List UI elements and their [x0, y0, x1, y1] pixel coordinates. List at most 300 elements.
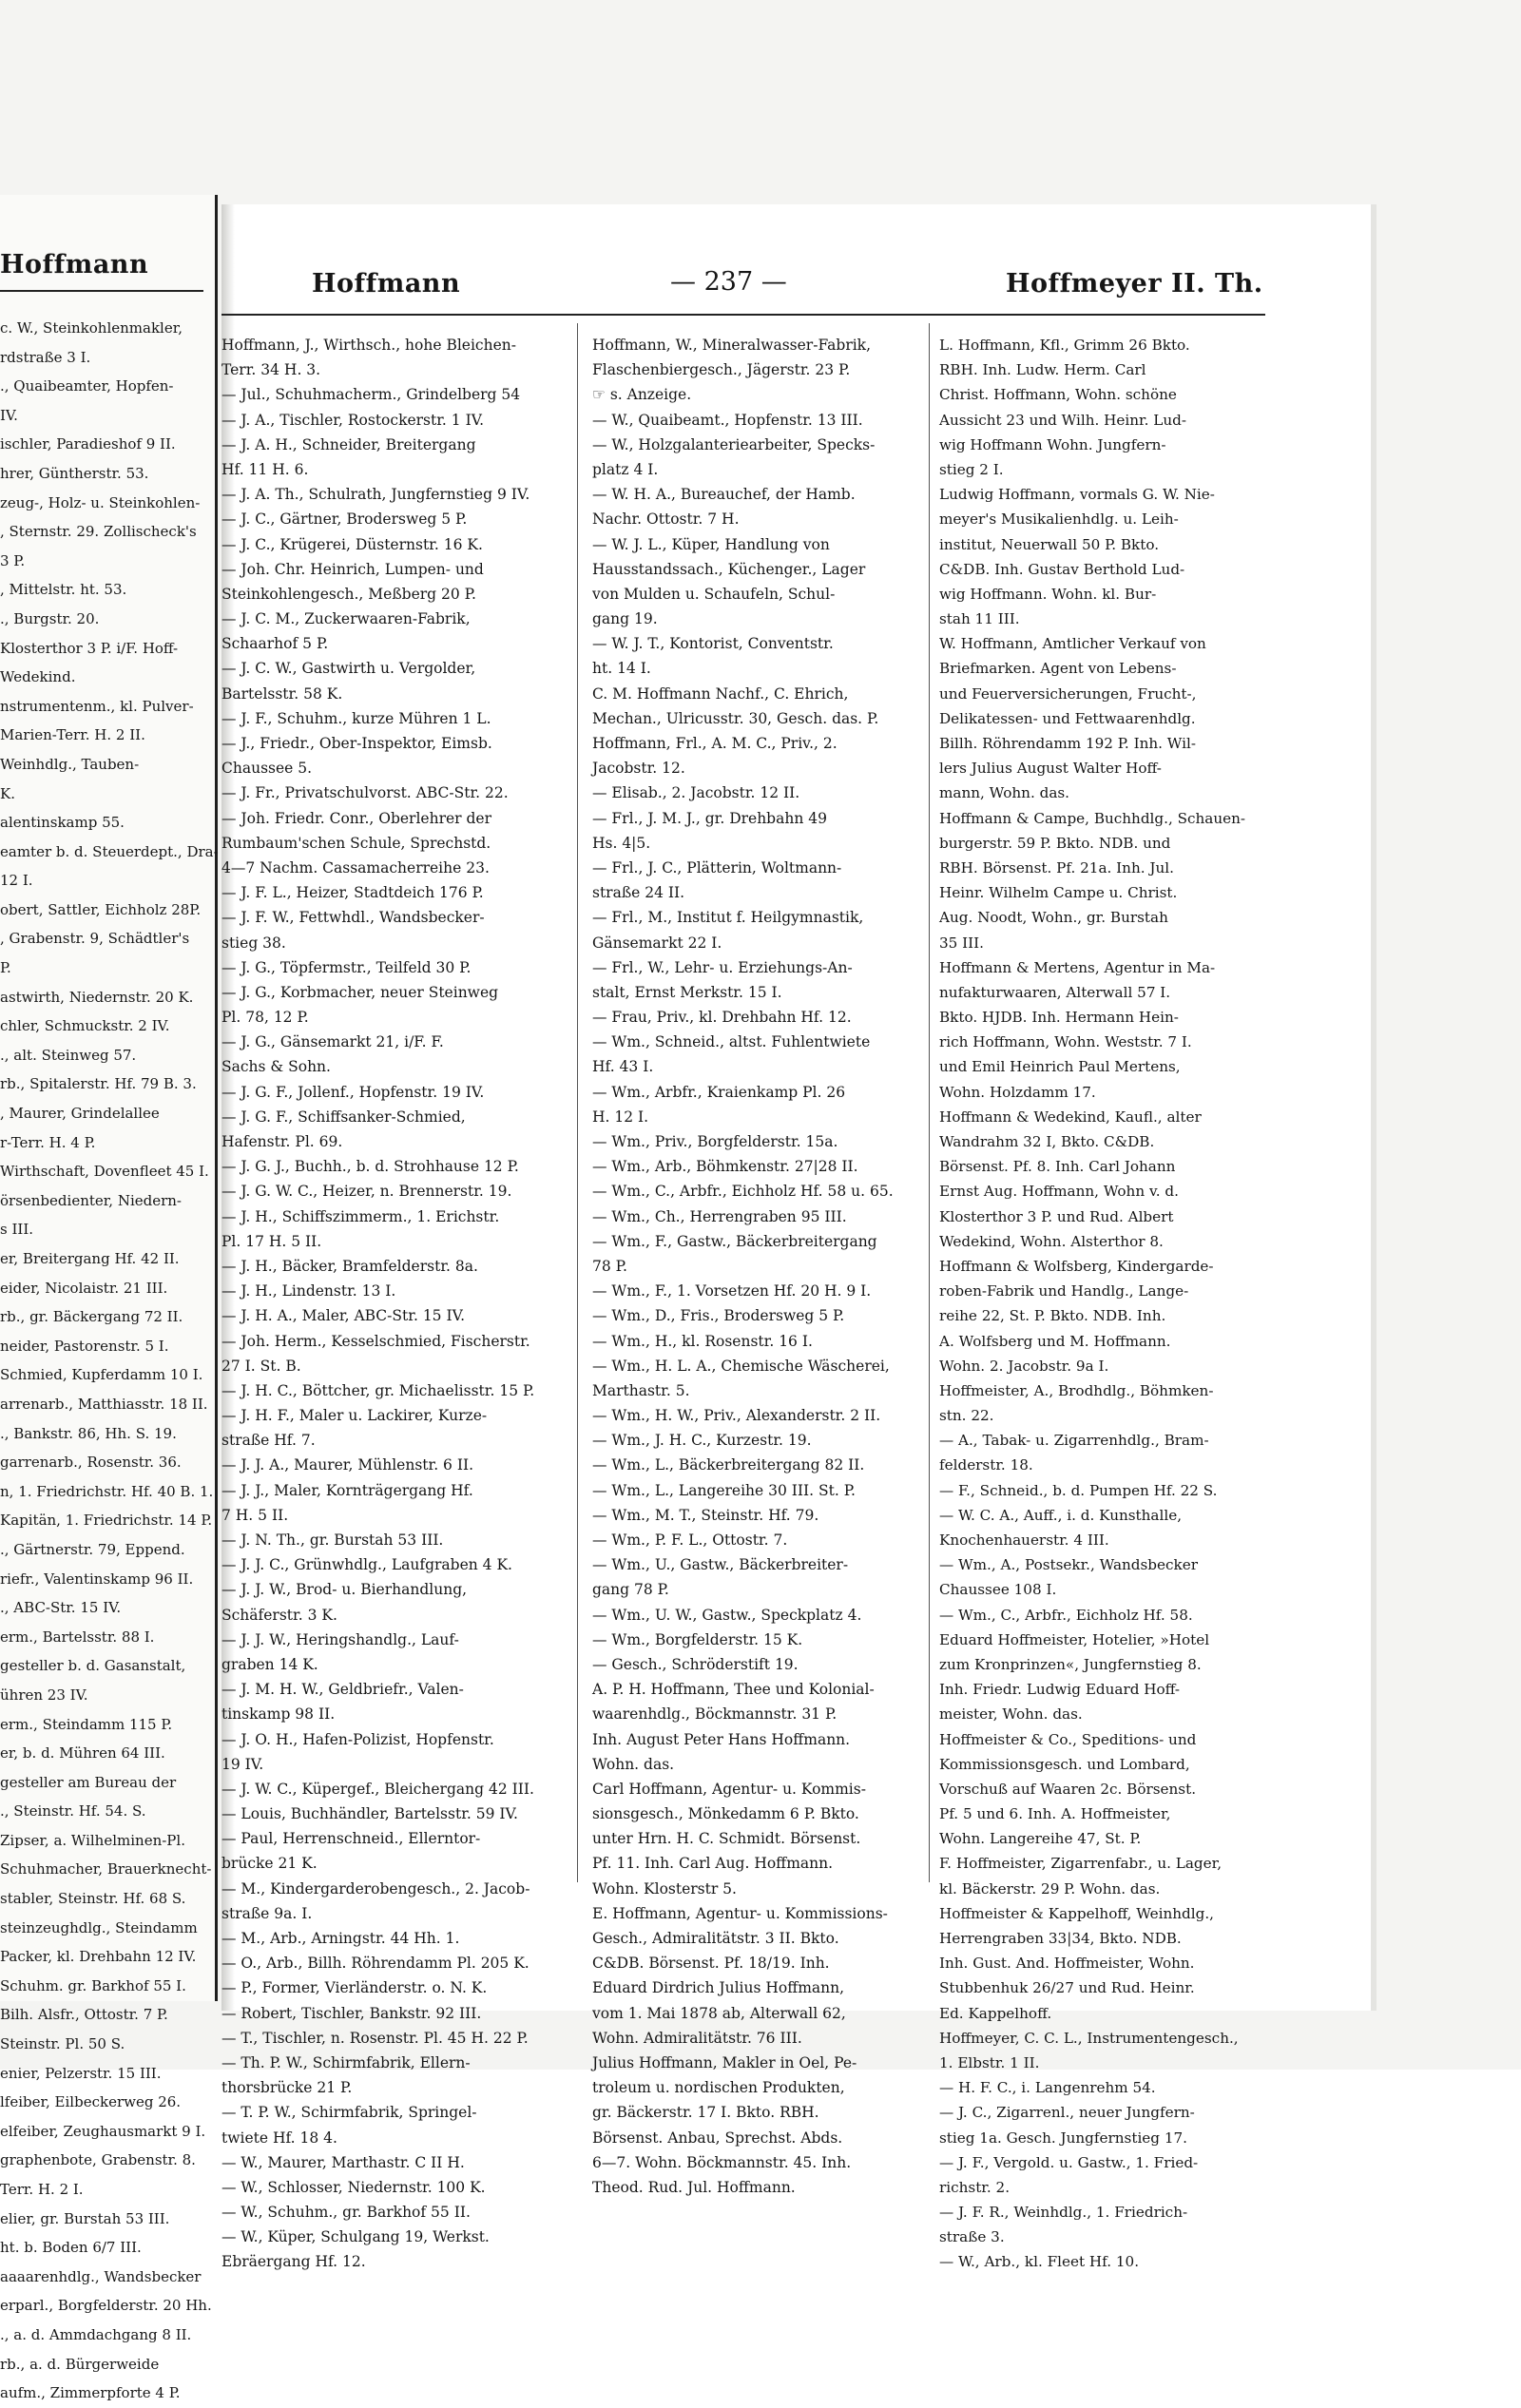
directory-entry-line: A. Wolfsberg und M. Hoffmann. — [939, 1332, 1171, 1350]
directory-entry-line: Bartelsstr. 58 K. — [221, 684, 343, 703]
directory-entry-line: RBH. Börsenst. Pf. 21a. Inh. Jul. — [939, 858, 1174, 877]
directory-entry-line: Hoffmann & Wolfsberg, Kindergarde- — [939, 1257, 1214, 1275]
directory-entry-line: 3 P. — [0, 551, 26, 569]
directory-entry-line: Schuhm. gr. Barkhof 55 I. — [0, 1976, 186, 1994]
directory-entry-line: — Wm., H. W., Priv., Alexanderstr. 2 II. — [592, 1407, 881, 1425]
directory-entry-line: institut, Neuerwall 50 P. Bkto. — [939, 535, 1160, 553]
directory-entry-line: troleum u. nordischen Produkten, — [592, 2079, 845, 2097]
directory-entry-line: Marthastr. 5. — [592, 1381, 690, 1399]
directory-entry-line: — W., Quaibeamt., Hopfenstr. 13 III. — [592, 411, 863, 429]
directory-entry-line: Börsenst. Anbau, Sprechst. Abds. — [592, 2129, 843, 2147]
directory-entry-line: Knochenhauerstr. 4 III. — [939, 1531, 1109, 1549]
directory-entry-line: ., Quaibeamter, Hopfen- — [0, 377, 174, 395]
directory-entry-line: , Sternstr. 29. Zollischeck's — [0, 523, 197, 541]
directory-entry-line: Hf. 11 H. 6. — [221, 460, 309, 478]
directory-entry-line: — Frl., M., Institut f. Heilgymnastik, — [592, 909, 864, 927]
directory-entry-line: 78 P. — [592, 1257, 627, 1275]
column-divider — [577, 323, 578, 1882]
directory-entry-line: straße 24 II. — [592, 884, 685, 902]
directory-entry-line: Billh. Röhrendamm 192 P. Inh. Wil- — [939, 735, 1196, 752]
directory-entry-line: Hafenstr. Pl. 69. — [221, 1133, 343, 1150]
directory-entry-line: — J. J. W., Heringshandlg., Lauf- — [221, 1630, 459, 1648]
directory-entry-line: — J. Fr., Privatschulvorst. ABC-Str. 22. — [221, 784, 509, 802]
directory-entry-line: Hoffmeister & Kappelhoff, Weinhdlg., — [939, 1904, 1214, 1922]
directory-entry-line: E. Hoffmann, Agentur- u. Kommissions- — [592, 1904, 888, 1922]
directory-entry-line: Aussicht 23 und Wilh. Heinr. Lud- — [939, 411, 1187, 429]
directory-entry-line: burgerstr. 59 P. Bkto. NDB. und — [939, 834, 1171, 852]
directory-entry-line: 27 I. St. B. — [221, 1357, 301, 1375]
directory-entry-line: Schuhmacher, Brauerknecht- — [0, 1860, 212, 1878]
directory-entry-line: Inh. Friedr. Ludwig Eduard Hoff- — [939, 1681, 1181, 1699]
directory-entry-line: unter Hrn. H. C. Schmidt. Börsenst. — [592, 1830, 861, 1848]
directory-entry-line: — J. C. W., Gastwirth u. Vergolder, — [221, 660, 476, 678]
directory-entry-line: Pl. 78, 12 P. — [221, 1009, 309, 1027]
directory-entry-line: örsenbedienter, Niedern- — [0, 1191, 182, 1209]
directory-entry-line: — A., Tabak- u. Zigarrenhdlg., Bram- — [939, 1432, 1209, 1450]
directory-entry-line: Wohn. Klosterstr 5. — [592, 1879, 737, 1898]
directory-entry-line: — W., Küper, Schulgang 19, Werkst. — [221, 2228, 490, 2246]
directory-entry-line: Wohn. Admiralitätstr. 76 III. — [592, 2029, 802, 2047]
directory-entry-line: — Joh. Chr. Heinrich, Lumpen- und — [221, 560, 484, 578]
directory-entry-line: — J. C., Zigarrenl., neuer Jungfern- — [939, 2104, 1195, 2122]
directory-entry-line: — J. J. W., Brod- u. Bierhandlung, — [221, 1581, 468, 1599]
directory-entry-line: Gesch., Admiralitätstr. 3 II. Bkto. — [592, 1930, 839, 1947]
directory-entry-line: Kommissionsgesch. und Lombard, — [939, 1755, 1190, 1773]
directory-page — [221, 204, 1377, 2271]
directory-entry-line: straße Hf. 7. — [221, 1432, 316, 1450]
directory-entry-line: Wohn. Langereihe 47, St. P. — [939, 1830, 1142, 1848]
directory-entry-line: Pf. 11. Inh. Carl Aug. Hoffmann. — [592, 1855, 834, 1873]
directory-entry-line: — Th. P. W., Schirmfabrik, Ellern- — [221, 2053, 471, 2071]
directory-entry-line: Wedekind. — [0, 668, 76, 686]
directory-entry-line: — J. W. C., Küpergef., Bleichergang 42 III. — [221, 1780, 534, 1798]
directory-entry-line: Pl. 17 H. 5 II. — [221, 1232, 322, 1250]
directory-entry-line: IV. — [0, 406, 18, 424]
directory-entry-line: — J. A. Th., Schulrath, Jungfernstieg 9 IV. — [221, 486, 530, 504]
directory-entry-line: Klosterthor 3 P. i/F. Hoff- — [0, 639, 179, 657]
directory-entry-line: Herrengraben 33|34, Bkto. NDB. — [939, 1930, 1182, 1947]
directory-entry-line: gr. Bäckerstr. 17 I. Bkto. RBH. — [592, 2104, 819, 2122]
directory-entry-line: ., Bankstr. 86, Hh. S. 19. — [0, 1424, 177, 1442]
running-header-left: Hoffmann — [312, 269, 461, 299]
directory-entry-line: — Wm., A., Postsekr., Wandsbecker — [939, 1556, 1198, 1574]
directory-entry-line: rich Hoffmann, Wohn. Weststr. 7 I. — [939, 1033, 1192, 1051]
directory-entry-line: Steinkohlengesch., Meßberg 20 P. — [221, 585, 476, 603]
directory-entry-line: gesteller b. d. Gasanstalt, — [0, 1657, 186, 1675]
directory-entry-line: eider, Nicolaistr. 21 III. — [0, 1279, 168, 1297]
directory-entry-line: — Frl., J. C., Plätterin, Woltmann- — [592, 858, 842, 877]
directory-entry-line: lers Julius August Walter Hoff- — [939, 760, 1162, 778]
directory-entry-line: — Robert, Tischler, Bankstr. 92 III. — [221, 2004, 482, 2022]
directory-entry-line: Marien-Terr. H. 2 II. — [0, 726, 145, 744]
directory-entry-line: Hs. 4|5. — [592, 834, 651, 852]
directory-entry-line: c. W., Steinkohlenmakler, — [0, 319, 183, 337]
directory-entry-line: — Joh. Friedr. Conr., Oberlehrer der — [221, 809, 491, 827]
directory-entry-line: 4—7 Nachm. Cassamacherreihe 23. — [221, 858, 490, 877]
directory-entry-line: graben 14 K. — [221, 1655, 318, 1673]
directory-entry-line: , Maurer, Grindelallee — [0, 1105, 160, 1123]
directory-entry-line: Schmied, Kupferdamm 10 I. — [0, 1366, 203, 1384]
directory-entry-line: — J. J. C., Grünwhdlg., Laufgraben 4 K. — [221, 1556, 512, 1574]
directory-entry-line: RBH. Inh. Ludw. Herm. Carl — [939, 361, 1146, 379]
running-header-right: Hoffmeyer II. Th. — [1006, 269, 1263, 299]
directory-entry-line: — J. C. M., Zuckerwaaren-Fabrik, — [221, 610, 471, 628]
directory-entry-line: graphenbote, Grabenstr. 8. — [0, 2151, 196, 2169]
directory-entry-line: — J. G., Gänsemarkt 21, i/F. F. — [221, 1033, 444, 1051]
directory-entry-line: hrer, Güntherstr. 53. — [0, 464, 149, 482]
directory-entry-line: Stubbenhuk 26/27 und Rud. Heinr. — [939, 1979, 1195, 1997]
page-edge — [1371, 204, 1377, 2011]
directory-entry-line: — W. J. L., Küper, Handlung von — [592, 535, 830, 553]
directory-entry-line: C&DB. Börsenst. Pf. 18/19. Inh. — [592, 1955, 830, 1973]
directory-entry-line: — T. P. W., Schirmfabrik, Springel- — [221, 2104, 477, 2122]
directory-entry-line: Schaarhof 5 P. — [221, 635, 329, 653]
directory-entry-line: — W., Schuhm., gr. Barkhof 55 II. — [221, 2204, 471, 2222]
directory-entry-line: stieg 38. — [221, 934, 286, 952]
column-divider — [929, 323, 930, 1882]
directory-entry-line: — W., Schlosser, Niedernstr. 100 K. — [221, 2178, 486, 2196]
directory-entry-line: ., Steinstr. Hf. 54. S. — [0, 1802, 146, 1820]
directory-entry-line: — Paul, Herrenschneid., Ellerntor- — [221, 1830, 481, 1848]
directory-entry-line: — W., Arb., kl. Fleet Hf. 10. — [939, 2253, 1140, 2271]
directory-entry-line: — Wm., Arb., Böhmkenstr. 27|28 II. — [592, 1158, 858, 1176]
directory-entry-line: wig Hoffmann. Wohn. kl. Bur- — [939, 585, 1157, 603]
directory-entry-line: , Mittelstr. ht. 53. — [0, 581, 127, 599]
directory-entry-line: rb., a. d. Bürgerweide — [0, 2355, 160, 2373]
directory-entry-line: er, b. d. Mühren 64 III. — [0, 1744, 165, 1763]
directory-entry-line: C. M. Hoffmann Nachf., C. Ehrich, — [592, 684, 849, 703]
previous-page-header: Hoffmann — [0, 250, 149, 279]
directory-entry-line: nufakturwaaren, Alterwall 57 I. — [939, 983, 1171, 1001]
directory-entry-line: — Frl., W., Lehr- u. Erziehungs-An- — [592, 958, 853, 976]
directory-entry-line: vom 1. Mai 1878 ab, Alterwall 62, — [592, 2004, 846, 2022]
directory-entry-line: — O., Arb., Billh. Röhrendamm Pl. 205 K. — [221, 1955, 529, 1973]
directory-entry-line: alentinskamp 55. — [0, 814, 125, 832]
directory-column-3 — [939, 333, 1281, 2275]
directory-entry-line: Wohn. Holzdamm 17. — [939, 1083, 1096, 1101]
directory-entry-line: ht. 14 I. — [592, 660, 651, 678]
directory-entry-line: — J. G. F., Jollenf., Hopfenstr. 19 IV. — [221, 1083, 485, 1101]
directory-entry-line: — J. G., Töpfermstr., Teilfeld 30 P. — [221, 958, 472, 976]
directory-entry-line: Inh. Gust. And. Hoffmeister, Wohn. — [939, 1955, 1195, 1973]
directory-column-1 — [221, 333, 568, 2275]
directory-entry-line: erm., Steindamm 115 P. — [0, 1715, 173, 1733]
directory-entry-line: lfeiber, Eilbeckerweg 26. — [0, 2093, 182, 2111]
directory-entry-line: Flaschenbiergesch., Jägerstr. 23 P. — [592, 361, 851, 379]
directory-entry-line: A. P. H. Hoffmann, Thee und Kolonial- — [592, 1681, 875, 1699]
directory-entry-line: garrenarb., Rosenstr. 36. — [0, 1454, 182, 1472]
directory-entry-line: — W., Maurer, Marthastr. C II H. — [221, 2153, 465, 2171]
directory-entry-line: n, 1. Friedrichstr. Hf. 40 B. 1. — [0, 1482, 214, 1500]
directory-entry-line: von Mulden u. Schaufeln, Schul- — [592, 585, 836, 603]
directory-entry-line: ., Burgstr. 20. — [0, 609, 100, 627]
directory-entry-line: — Wm., L., Langereihe 30 III. St. P. — [592, 1481, 856, 1499]
directory-entry-line: — Elisab., 2. Jacobstr. 12 II. — [592, 784, 800, 802]
directory-entry-line: Julius Hoffmann, Makler in Oel, Pe- — [592, 2053, 857, 2071]
directory-entry-line: gesteller am Bureau der — [0, 1773, 177, 1791]
directory-entry-line: Inh. August Peter Hans Hoffmann. — [592, 1730, 851, 1748]
directory-entry-line: rdstraße 3 I. — [0, 348, 91, 366]
directory-entry-line: ., a. d. Ammdachgang 8 II. — [0, 2325, 192, 2343]
directory-entry-line: — Wm., Ch., Herrengraben 95 III. — [592, 1207, 847, 1225]
directory-entry-line: stieg 1a. Gesch. Jungfernstieg 17. — [939, 2129, 1187, 2147]
directory-entry-line: — Wm., U., Gastw., Bäckerbreiter- — [592, 1556, 849, 1574]
directory-entry-line: Hoffmann, J., Wirthsch., hohe Bleichen- — [221, 337, 516, 354]
directory-entry-line: aaaarenhdlg., Wandsbecker — [0, 2267, 202, 2285]
directory-entry-line: — Wm., H. L. A., Chemische Wäscherei, — [592, 1357, 890, 1375]
directory-entry-line: C&DB. Inh. Gustav Berthold Lud- — [939, 560, 1185, 578]
directory-entry-line: twiete Hf. 18 4. — [221, 2129, 337, 2147]
directory-entry-line: neider, Pastorenstr. 5 I. — [0, 1337, 169, 1355]
directory-entry-line: — J. H., Bäcker, Bramfelderstr. 8a. — [221, 1257, 478, 1275]
directory-entry-line: Wandrahm 32 I, Bkto. C&DB. — [939, 1133, 1155, 1150]
directory-entry-line: W. Hoffmann, Amtlicher Verkauf von — [939, 635, 1206, 653]
directory-entry-line: — W. C. A., Auff., i. d. Kunsthalle, — [939, 1506, 1183, 1524]
directory-entry-line: — Wm., D., Fris., Brodersweg 5 P. — [592, 1307, 845, 1325]
directory-entry-line: — J. O. H., Hafen-Polizist, Hopfenstr. — [221, 1730, 494, 1748]
directory-entry-line: wig Hoffmann Wohn. Jungfern- — [939, 435, 1166, 453]
directory-entry-line: felderstr. 18. — [939, 1456, 1033, 1474]
directory-entry-line: 35 III. — [939, 934, 984, 952]
directory-entry-line: — Wm., Borgfelderstr. 15 K. — [592, 1630, 803, 1648]
directory-entry-line: Wedekind, Wohn. Alsterthor 8. — [939, 1232, 1164, 1250]
directory-entry-line: stah 11 III. — [939, 610, 1020, 628]
directory-entry-line: roben-Fabrik und Handlg., Lange- — [939, 1282, 1189, 1300]
directory-entry-line: erm., Bartelsstr. 88 I. — [0, 1628, 155, 1646]
directory-entry-line: 12 I. — [0, 872, 33, 890]
directory-entry-line: ühren 23 IV. — [0, 1686, 88, 1704]
directory-entry-line: — Joh. Herm., Kesselschmied, Fischerstr. — [221, 1332, 530, 1350]
directory-entry-line: — J. C., Gärtner, Brodersweg 5 P. — [221, 510, 468, 529]
directory-entry-line: Hoffmeister, A., Brodhdlg., Böhmken- — [939, 1381, 1214, 1399]
directory-entry-line: — Wm., C., Arbfr., Eichholz Hf. 58. — [939, 1606, 1193, 1624]
directory-entry-line: rb., gr. Bäckergang 72 II. — [0, 1308, 183, 1326]
directory-entry-line: — Wm., M. T., Steinstr. Hf. 79. — [592, 1506, 819, 1524]
directory-entry-line: — Louis, Buchhändler, Bartelsstr. 59 IV. — [221, 1805, 518, 1823]
directory-entry-line: Wohn. das. — [592, 1755, 675, 1773]
directory-entry-line: — J. F., Vergold. u. Gastw., 1. Fried- — [939, 2153, 1199, 2171]
directory-entry-line: — Wm., F., Gastw., Bäckerbreitergang — [592, 1232, 877, 1250]
directory-entry-line: Christ. Hoffmann, Wohn. schöne — [939, 386, 1177, 404]
directory-entry-line: Eduard Hoffmeister, Hotelier, »Hotel — [939, 1630, 1210, 1648]
directory-entry-line: Hoffmann & Wedekind, Kaufl., alter — [939, 1108, 1202, 1126]
directory-entry-line: stalt, Ernst Merkstr. 15 I. — [592, 983, 782, 1001]
previous-page-fragment — [0, 195, 219, 2402]
directory-entry-line: Wirthschaft, Dovenfleet 45 I. — [0, 1163, 209, 1181]
directory-entry-line: Hoffmann, Frl., A. M. C., Priv., 2. — [592, 735, 838, 752]
directory-entry-line: — W. H. A., Bureauchef, der Hamb. — [592, 486, 856, 504]
directory-entry-line: — Wm., P. F. L., Ottostr. 7. — [592, 1531, 788, 1549]
directory-entry-line: — M., Kindergarderobengesch., 2. Jacob- — [221, 1879, 530, 1898]
directory-entry-line: — P., Former, Vierländerstr. o. N. K. — [221, 1979, 488, 1997]
directory-entry-line: Börsenst. Pf. 8. Inh. Carl Johann — [939, 1158, 1176, 1176]
directory-entry-line: — Wm., L., Bäckerbreitergang 82 II. — [592, 1456, 865, 1474]
page-number: — 237 — — [670, 267, 787, 297]
directory-entry-line: Vorschuß auf Waaren 2c. Börsenst. — [939, 1780, 1197, 1798]
directory-entry-line: Rumbaum'schen Schule, Sprechstd. — [221, 834, 491, 852]
directory-entry-line: steinzeughdlg., Steindamm — [0, 1918, 198, 1936]
directory-entry-line: Chaussee 108 I. — [939, 1581, 1057, 1599]
directory-entry-line: — J. A., Tischler, Rostockerstr. 1 IV. — [221, 411, 485, 429]
directory-entry-line: Hoffmann, W., Mineralwasser-Fabrik, — [592, 337, 872, 354]
directory-entry-line: Hf. 43 I. — [592, 1058, 654, 1076]
directory-entry-line: — Wm., H., kl. Rosenstr. 16 I. — [592, 1332, 813, 1350]
directory-entry-line: Zipser, a. Wilhelminen-Pl. — [0, 1831, 185, 1849]
directory-entry-line: K. — [0, 784, 15, 802]
directory-entry-line: zum Kronprinzen«, Jungfernstieg 8. — [939, 1655, 1202, 1673]
directory-entry-line: Terr. 34 H. 3. — [221, 361, 321, 379]
directory-entry-line: thorsbrücke 21 P. — [221, 2079, 353, 2097]
directory-entry-line: — F., Schneid., b. d. Pumpen Hf. 22 S. — [939, 1481, 1218, 1499]
directory-entry-line: — J. G. F., Schiffsanker-Schmied, — [221, 1108, 466, 1126]
directory-entry-line: waarenhdlg., Böckmannstr. 31 P. — [592, 1705, 838, 1724]
directory-entry-line: 1. Elbstr. 1 II. — [939, 2053, 1040, 2071]
previous-page-text — [0, 314, 219, 2408]
directory-entry-line: — J. F. W., Fettwhdl., Wandsbecker- — [221, 909, 485, 927]
directory-entry-line: ☞ s. Anzeige. — [592, 386, 692, 404]
directory-entry-line: Heinr. Wilhelm Campe u. Christ. — [939, 884, 1178, 902]
directory-entry-line: — W. J. T., Kontorist, Conventstr. — [592, 635, 834, 653]
directory-entry-line: obert, Sattler, Eichholz 28P. — [0, 900, 202, 918]
directory-entry-line: kl. Bäckerstr. 29 P. Wohn. das. — [939, 1879, 1161, 1898]
directory-entry-line: — T., Tischler, n. Rosenstr. Pl. 45 H. 22 P. — [221, 2029, 529, 2047]
directory-entry-line: erparl., Borgfelderstr. 20 Hh. — [0, 2297, 212, 2315]
directory-entry-line: — Frl., J. M. J., gr. Drehbahn 49 — [592, 809, 827, 827]
directory-entry-line: L. Hoffmann, Kfl., Grimm 26 Bkto. — [939, 337, 1190, 354]
directory-entry-line: — Wm., C., Arbfr., Eichholz Hf. 58 u. 65. — [592, 1183, 894, 1201]
directory-entry-line: — J. F. R., Weinhdlg., 1. Friedrich- — [939, 2204, 1188, 2222]
directory-entry-line: Ed. Kappelhoff. — [939, 2004, 1052, 2022]
directory-entry-line: Klosterthor 3 P. und Rud. Albert — [939, 1207, 1174, 1225]
directory-entry-line: Eduard Dirdrich Julius Hoffmann, — [592, 1979, 845, 1997]
directory-entry-line: chler, Schmuckstr. 2 IV. — [0, 1017, 170, 1035]
directory-entry-line: — Wm., Arbfr., Kraienkamp Pl. 26 — [592, 1083, 846, 1101]
directory-entry-line: r-Terr. H. 4 P. — [0, 1133, 96, 1151]
directory-entry-line: — Wm., F., 1. Vorsetzen Hf. 20 H. 9 I. — [592, 1282, 872, 1300]
directory-entry-line: astwirth, Niedernstr. 20 K. — [0, 988, 194, 1006]
directory-entry-line: — J. F., Schuhm., kurze Mühren 1 L. — [221, 709, 491, 727]
directory-entry-line: Kapitän, 1. Friedrichstr. 14 P. — [0, 1512, 213, 1530]
directory-entry-line: ., alt. Steinweg 57. — [0, 1046, 137, 1064]
directory-entry-line: Schäferstr. 3 K. — [221, 1606, 337, 1624]
directory-entry-line: — Wm., Priv., Borgfelderstr. 15a. — [592, 1133, 838, 1150]
directory-entry-line: er, Breitergang Hf. 42 II. — [0, 1250, 180, 1267]
directory-entry-line: mann, Wohn. das. — [939, 784, 1070, 802]
directory-entry-line: zeug-, Holz- u. Steinkohlen- — [0, 493, 201, 511]
directory-entry-line: stieg 2 I. — [939, 460, 1004, 478]
directory-entry-line: Bilh. Alsfr., Ottostr. 7 P. — [0, 2006, 168, 2024]
directory-entry-line: stn. 22. — [939, 1407, 994, 1425]
directory-entry-line: , Grabenstr. 9, Schädtler's — [0, 930, 190, 948]
directory-entry-line: F. Hoffmeister, Zigarrenfabr., u. Lager, — [939, 1855, 1223, 1873]
directory-entry-line: — Gesch., Schröderstift 19. — [592, 1655, 799, 1673]
directory-entry-line: und Feuerversicherungen, Frucht-, — [939, 684, 1197, 703]
directory-entry-line: — H. F. C., i. Langenrehm 54. — [939, 2079, 1156, 2097]
directory-entry-line: Chaussee 5. — [221, 760, 313, 778]
directory-entry-line: — J. H. A., Maler, ABC-Str. 15 IV. — [221, 1307, 465, 1325]
directory-entry-line: Pf. 5 und 6. Inh. A. Hoffmeister, — [939, 1805, 1171, 1823]
directory-entry-line: Nachr. Ottostr. 7 H. — [592, 510, 740, 529]
directory-entry-line: — J. H., Lindenstr. 13 I. — [221, 1282, 396, 1300]
directory-entry-line: Steinstr. Pl. 50 S. — [0, 2035, 125, 2053]
directory-entry-line: ., ABC-Str. 15 IV. — [0, 1599, 122, 1617]
directory-column-2 — [592, 333, 919, 2200]
directory-entry-line: Hoffmeister & Co., Speditions- und — [939, 1730, 1197, 1748]
directory-entry-line: Packer, kl. Drehbahn 12 IV. — [0, 1948, 197, 1966]
directory-entry-line: und Emil Heinrich Paul Mertens, — [939, 1058, 1181, 1076]
directory-entry-line: riefr., Valentinskamp 96 II. — [0, 1570, 194, 1588]
directory-entry-line: 19 IV. — [221, 1755, 264, 1773]
directory-entry-line: — J. N. Th., gr. Burstah 53 III. — [221, 1531, 444, 1549]
directory-entry-line: — Jul., Schuhmacherm., Grindelberg 54 — [221, 386, 521, 404]
directory-entry-line: Wohn. 2. Jacobstr. 9a I. — [939, 1357, 1109, 1375]
directory-entry-line: enier, Pelzerstr. 15 III. — [0, 2064, 162, 2082]
directory-entry-line: ht. b. Boden 6/7 III. — [0, 2239, 142, 2257]
directory-entry-line: Theod. Rud. Jul. Hoffmann. — [592, 2178, 796, 2196]
directory-entry-line: Delikatessen- und Fettwaarenhdlg. — [939, 709, 1196, 727]
directory-entry-line: — Wm., J. H. C., Kurzestr. 19. — [592, 1432, 812, 1450]
directory-entry-line: — J. H. F., Maler u. Lackirer, Kurze- — [221, 1407, 488, 1425]
directory-entry-line: elier, gr. Burstah 53 III. — [0, 2209, 170, 2227]
directory-entry-line: — M., Arb., Arningstr. 44 Hh. 1. — [221, 1930, 460, 1947]
directory-entry-line: Briefmarken. Agent von Lebens- — [939, 660, 1177, 678]
directory-entry-line: Hoffmann & Campe, Buchhdlg., Schauen- — [939, 809, 1246, 827]
directory-entry-line: ischler, Paradieshof 9 II. — [0, 435, 176, 453]
directory-entry-line: — J. A. H., Schneider, Breitergang — [221, 435, 476, 453]
directory-entry-line: aufm., Zimmerpforte 4 P. — [0, 2384, 181, 2402]
directory-entry-line: straße 9a. I. — [221, 1904, 313, 1922]
directory-entry-line: Gänsemarkt 22 I. — [592, 934, 722, 952]
directory-entry-line: — J. C., Krügerei, Düsternstr. 16 K. — [221, 535, 483, 553]
directory-entry-line: Sachs & Sohn. — [221, 1058, 331, 1076]
directory-entry-line: Bkto. HJDB. Inh. Hermann Hein- — [939, 1009, 1179, 1027]
directory-entry-line: — J., Friedr., Ober-Inspektor, Eimsb. — [221, 735, 492, 752]
directory-entry-line: gang 19. — [592, 610, 658, 628]
directory-entry-line: arrenarb., Matthiasstr. 18 II. — [0, 1395, 208, 1413]
directory-entry-line: Hoffmann & Mertens, Agentur in Ma- — [939, 958, 1216, 976]
directory-entry-line: Ebräergang Hf. 12. — [221, 2253, 366, 2271]
directory-entry-line: nstrumentenm., kl. Pulver- — [0, 697, 194, 715]
directory-entry-line: 6—7. Wohn. Böckmannstr. 45. Inh. — [592, 2153, 852, 2171]
directory-entry-line: — J. J. A., Maurer, Mühlenstr. 6 II. — [221, 1456, 474, 1474]
directory-entry-line: gang 78 P. — [592, 1581, 669, 1599]
directory-entry-line: stabler, Steinstr. Hf. 68 S. — [0, 1890, 186, 1908]
directory-entry-line: reihe 22, St. P. Bkto. NDB. Inh. — [939, 1307, 1166, 1325]
directory-entry-line: rb., Spitalerstr. Hf. 79 B. 3. — [0, 1075, 197, 1093]
directory-entry-line: straße 3. — [939, 2228, 1005, 2246]
directory-entry-line: Jacobstr. 12. — [592, 760, 685, 778]
directory-entry-line: — Wm., U. W., Gastw., Speckplatz 4. — [592, 1606, 862, 1624]
directory-entry-line: — Wm., Schneid., altst. Fuhlentwiete — [592, 1033, 871, 1051]
directory-entry-line: P. — [0, 959, 11, 977]
directory-entry-line: elfeiber, Zeughausmarkt 9 I. — [0, 2122, 206, 2140]
directory-entry-line: s III. — [0, 1221, 34, 1239]
directory-entry-line: — J. F. L., Heizer, Stadtdeich 176 P. — [221, 884, 484, 902]
directory-entry-line: Hausstandssach., Küchenger., Lager — [592, 560, 866, 578]
directory-entry-line: brücke 21 K. — [221, 1855, 318, 1873]
directory-entry-line: meyer's Musikalienhdlg. u. Leih- — [939, 510, 1179, 529]
directory-entry-line: Aug. Noodt, Wohn., gr. Burstah — [939, 909, 1168, 927]
header-rule — [221, 314, 1265, 316]
directory-entry-line: — W., Holzgalanteriearbeiter, Specks- — [592, 435, 876, 453]
directory-entry-line: Ernst Aug. Hoffmann, Wohn v. d. — [939, 1183, 1179, 1201]
directory-entry-line: Carl Hoffmann, Agentur- u. Kommis- — [592, 1780, 866, 1798]
directory-entry-line: sionsgesch., Mönkedamm 6 P. Bkto. — [592, 1805, 859, 1823]
directory-entry-line: ., Gärtnerstr. 79, Eppend. — [0, 1540, 185, 1558]
directory-entry-line: — J. J., Maler, Kornträgergang Hf. — [221, 1481, 473, 1499]
directory-entry-line: tinskamp 98 II. — [221, 1705, 336, 1724]
directory-entry-line: — Frau, Priv., kl. Drehbahn Hf. 12. — [592, 1009, 852, 1027]
